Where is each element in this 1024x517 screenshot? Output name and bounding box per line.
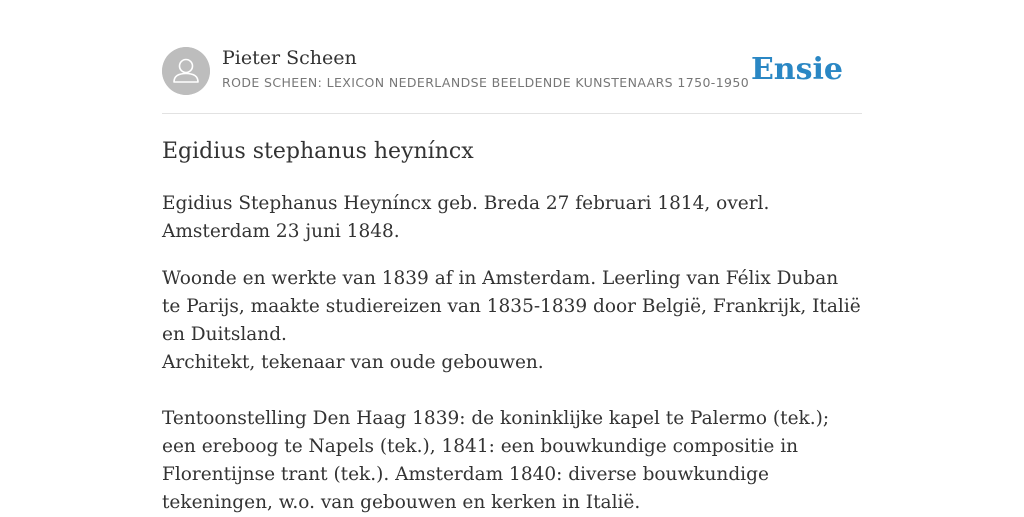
author-header — [162, 46, 862, 96]
source-title[interactable]: RODE SCHEEN: LEXICON NEDERLANDSE BEELDENDE KUNSTENAARS 1750-1950 — [222, 75, 750, 90]
user-avatar-icon[interactable] — [162, 47, 210, 95]
header-divider — [162, 113, 862, 114]
article-paragraph-2: Woonde en werkte van 1839 af in Amsterdam. Leerling van Félix Duban te Parijs, maakte studiereizen van 1835-1839 door België, Frankrijk, Italië en Duitsland. — [162, 268, 861, 345]
ensie-logo[interactable]: Ensie — [750, 52, 843, 87]
article-paragraph-3: Architekt, tekenaar van oude gebouwen. — [162, 352, 544, 373]
article-title: Egidius stephanus heyníncx — [162, 139, 474, 164]
article-paragraph-1: Egidius Stephanus Heyníncx geb. Breda 27 februari 1814, overl. Amsterdam 23 juni 1848. — [162, 193, 770, 242]
article-paragraph-4: Tentoonstelling Den Haag 1839: de koninklijke kapel te Palermo (tek.); een ereboog te Napels (tek.), 1841: een bouwkundige compositie in Florentijnse trant (tek.). Amsterdam 1840: diverse bouwkundige tekeningen, w.o. van gebouwen en kerken in Italië. — [162, 408, 830, 513]
author-name[interactable]: Pieter Scheen — [222, 47, 357, 69]
